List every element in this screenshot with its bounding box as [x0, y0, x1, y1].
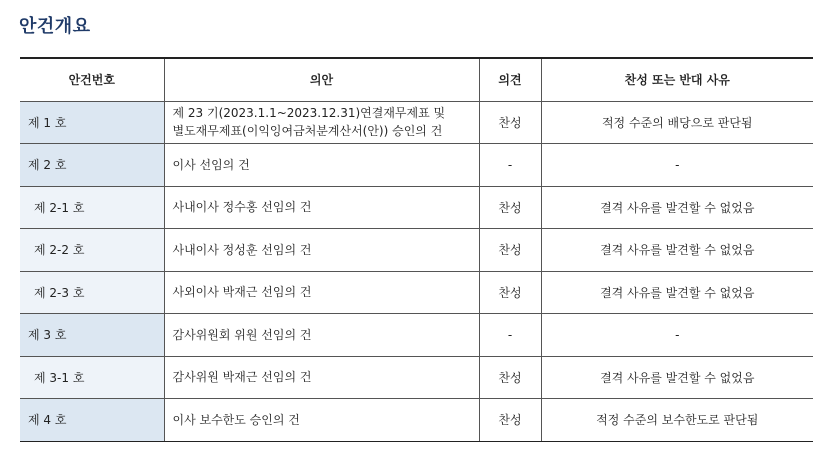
opinion: 찬성	[479, 271, 541, 314]
header-agenda: 의안	[164, 58, 479, 101]
reason: 결격 사유를 발견할 수 없었음	[541, 356, 813, 399]
agenda-number: 제 2-2 호	[20, 229, 164, 272]
opinion: 찬성	[479, 399, 541, 442]
agenda-title-line: 별도재무제표(이익잉여금처분계산서(안)) 승인의 건	[172, 124, 443, 139]
opinion: 찬성	[479, 101, 541, 144]
agenda-title: 이사 보수한도 승인의 건	[164, 399, 479, 442]
agenda-table	[20, 57, 813, 442]
opinion: -	[479, 144, 541, 187]
agenda-number: 제 2-1 호	[20, 186, 164, 229]
opinion: 찬성	[479, 356, 541, 399]
opinion: -	[479, 314, 541, 357]
agenda-title: 사내이사 정성훈 선임의 건	[164, 229, 479, 272]
agenda-title: 감사위원 박재근 선임의 건	[164, 356, 479, 399]
agenda-title	[164, 101, 479, 144]
agenda-number: 제 3-1 호	[20, 356, 164, 399]
agenda-title: 사외이사 박재근 선임의 건	[164, 271, 479, 314]
page-title: 안건개요	[19, 16, 91, 37]
agenda-number: 제 2 호	[20, 144, 164, 187]
reason: 결격 사유를 발견할 수 없었음	[541, 229, 813, 272]
agenda-number: 제 3 호	[20, 314, 164, 357]
opinion: 찬성	[479, 229, 541, 272]
header-reason: 찬성 또는 반대 사유	[541, 58, 813, 101]
table-row	[20, 356, 813, 399]
reason: 적정 수준의 보수한도로 판단됨	[541, 399, 813, 442]
reason: 결격 사유를 발견할 수 없었음	[541, 186, 813, 229]
agenda-title: 사내이사 정수홍 선임의 건	[164, 186, 479, 229]
header-agenda-number: 안건번호	[20, 58, 164, 101]
agenda-title: 이사 선임의 건	[164, 144, 479, 187]
table-row	[20, 271, 813, 314]
agenda-number: 제 1 호	[20, 101, 164, 144]
agenda-number: 제 4 호	[20, 399, 164, 442]
header-opinion: 의견	[479, 58, 541, 101]
table-row	[20, 314, 813, 357]
table-row	[20, 399, 813, 442]
reason: 적정 수준의 배당으로 판단됨	[541, 101, 813, 144]
table-header-row	[20, 58, 813, 101]
table-row	[20, 101, 813, 144]
table-row	[20, 229, 813, 272]
reason: 결격 사유를 발견할 수 없었음	[541, 271, 813, 314]
reason: -	[541, 144, 813, 187]
reason: -	[541, 314, 813, 357]
table-row	[20, 144, 813, 187]
opinion: 찬성	[479, 186, 541, 229]
table-row	[20, 186, 813, 229]
agenda-number: 제 2-3 호	[20, 271, 164, 314]
agenda-title-line: 제 23 기(2023.1.1~2023.12.31)연결재무제표 및	[172, 106, 446, 121]
agenda-title: 감사위원회 위원 선임의 건	[164, 314, 479, 357]
